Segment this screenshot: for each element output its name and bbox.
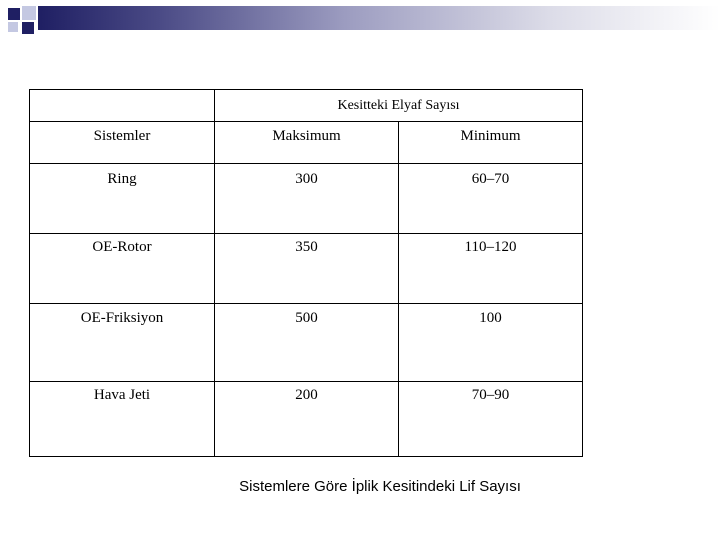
decorative-square (8, 22, 18, 32)
min-value-cell: 70–90 (399, 382, 583, 457)
max-value-cell: 300 (215, 164, 399, 234)
column-header-systems: Sistemler (30, 122, 215, 164)
system-name-cell: OE-Friksiyon (30, 304, 215, 382)
system-name-cell: OE-Rotor (30, 234, 215, 304)
decorative-header-band (0, 0, 720, 40)
max-value-cell: 200 (215, 382, 399, 457)
group-header-cell: Kesitteki Elyaf Sayısı (215, 90, 583, 122)
empty-corner-cell (30, 90, 215, 122)
table-row (30, 382, 583, 457)
system-name-cell: Hava Jeti (30, 382, 215, 457)
max-value-cell: 500 (215, 304, 399, 382)
table-row (30, 164, 583, 234)
table-group-header-row (30, 90, 583, 122)
decorative-square (22, 22, 34, 34)
system-name-cell: Ring (30, 164, 215, 234)
min-value-cell: 110–120 (399, 234, 583, 304)
column-header-maximum: Maksimum (215, 122, 399, 164)
fiber-count-table (29, 89, 583, 457)
table-caption: Sistemlere Göre İplik Kesitindeki Lif Sayısı (239, 478, 521, 495)
table-row (30, 234, 583, 304)
column-header-minimum: Minimum (399, 122, 583, 164)
decorative-square (22, 6, 36, 20)
decorative-square (8, 8, 20, 20)
table-column-header-row (30, 122, 583, 164)
min-value-cell: 100 (399, 304, 583, 382)
gradient-bar (38, 6, 720, 30)
table-row (30, 304, 583, 382)
min-value-cell: 60–70 (399, 164, 583, 234)
max-value-cell: 350 (215, 234, 399, 304)
